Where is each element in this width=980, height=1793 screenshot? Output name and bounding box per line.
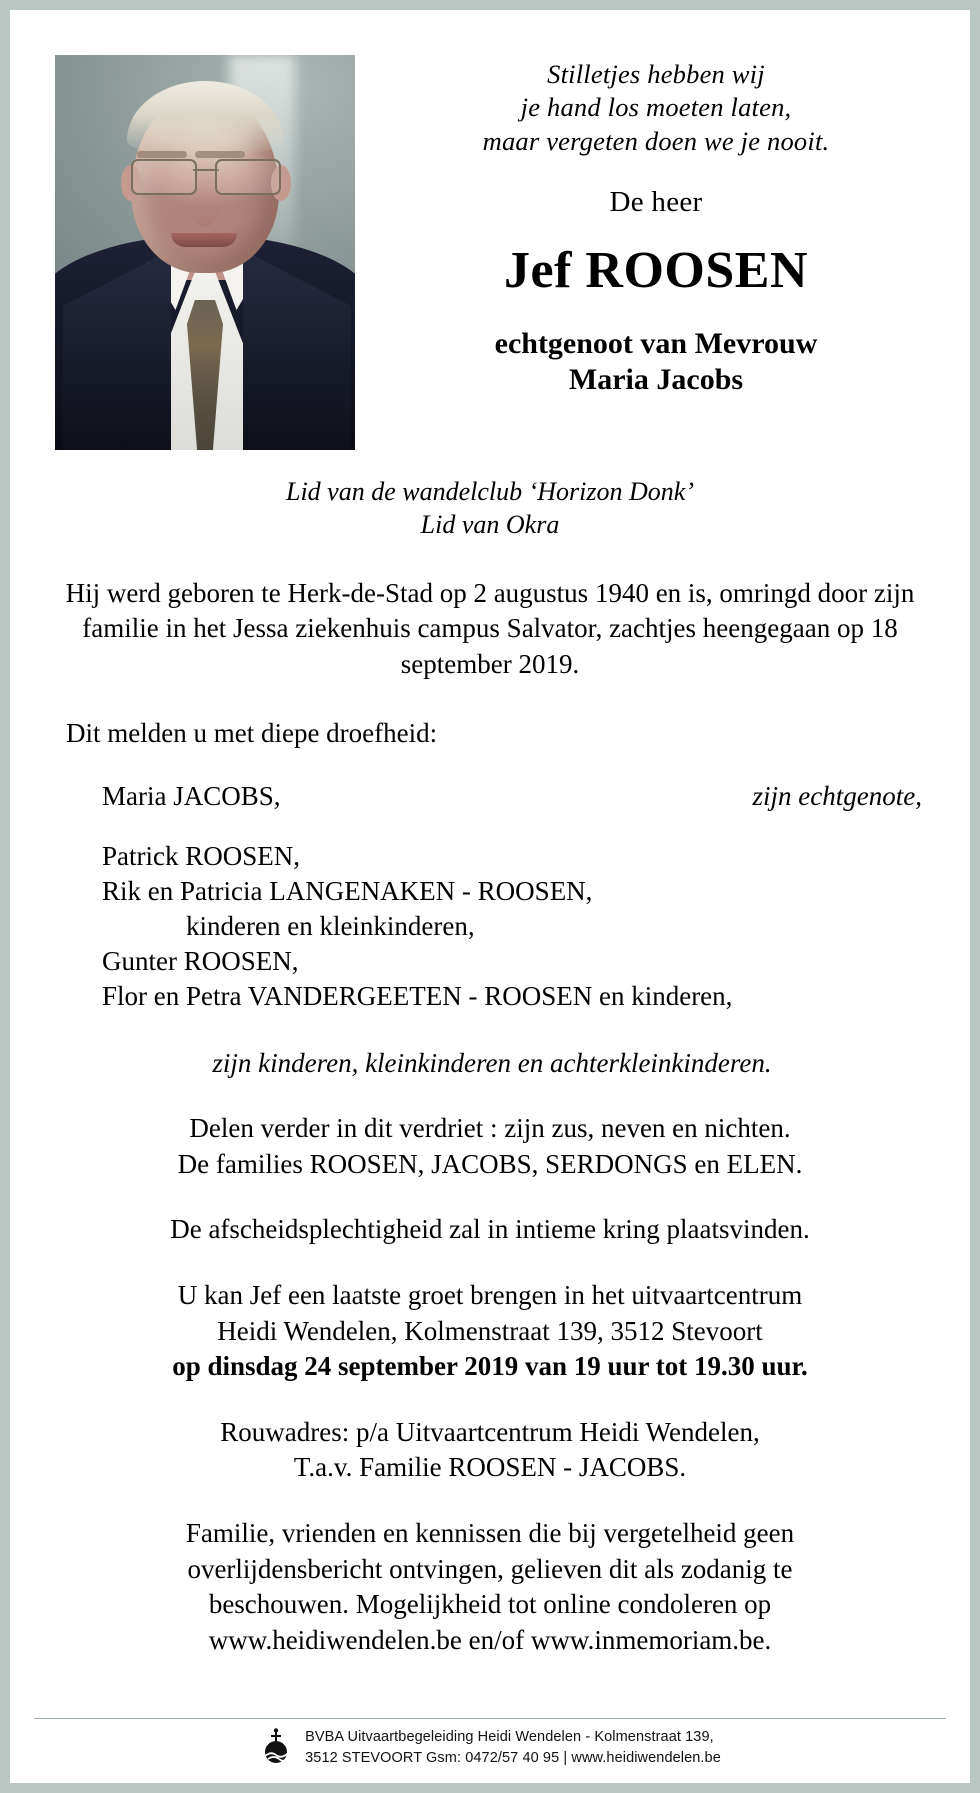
salutation: De heer	[609, 186, 703, 219]
family-line: kinderen en kleinkinderen,	[186, 910, 475, 941]
photo-nose	[191, 189, 219, 227]
family-summary: zijn kinderen, kleinkinderen en achterkleinkinderen.	[212, 1047, 772, 1078]
life-paragraph: Hij werd geboren te Herk-de-Stad op 2 augustus 1940 en is, omringd door zijn familie in het Jessa ziekenhuis campus Salvator, zachtjes heengegaan op 18 september 2019.	[65, 577, 915, 679]
family-spacer	[102, 815, 922, 839]
visitation-paragraph	[50, 1278, 930, 1385]
visitation-time: op dinsdag 24 september 2019 van 19 uur tot 19.30 uur.	[172, 1351, 808, 1382]
memberships-block	[10, 475, 970, 542]
footer-divider	[34, 1718, 946, 1719]
visitation-line-2: Heidi Wendelen, Kolmenstraat 139, 3512 Stevoort	[217, 1315, 763, 1346]
memorial-verse	[380, 58, 932, 158]
photo-eyebrow-left	[137, 151, 187, 158]
footer-text	[305, 1727, 721, 1769]
verse-line-2: je hand los moeten laten,	[520, 92, 792, 123]
family-list	[50, 779, 930, 1081]
family-spouse-name: Maria JACOBS,	[102, 781, 281, 812]
funeral-home-logo-icon	[259, 1728, 293, 1768]
condolences-line-2: De families ROOSEN, JACOBS, SERDONGS en ELEN.	[177, 1148, 803, 1179]
closing-paragraph	[50, 1516, 930, 1659]
mourning-address-line-2: T.a.v. Familie ROOSEN - JACOBS.	[293, 1452, 687, 1483]
footer-line-2: 3512 STEVOORT Gsm: 0472/57 40 95 | www.heidiwendelen.be	[305, 1749, 721, 1766]
ceremony-paragraph: De afscheidsplechtigheid zal in intieme kring plaatsvinden.	[170, 1214, 810, 1245]
verse-line-3: maar vergeten doen we je nooit.	[482, 125, 830, 156]
membership-line-2: Lid van Okra	[420, 510, 560, 540]
mourning-address-paragraph	[50, 1415, 930, 1486]
spouse-of	[380, 326, 932, 398]
closing-line-4: www.heidiwendelen.be en/of www.inmemoriam.be.	[208, 1624, 772, 1655]
announcement-text: Dit melden u met diepe droefheid:	[66, 718, 438, 749]
eyeglass-lens-right	[215, 159, 281, 195]
closing-line-3: beschouwen. Mogelijkheid tot online condoleren op	[208, 1589, 772, 1620]
visitation-line-1: U kan Jef een laatste groet brengen in het uitvaartcentrum	[177, 1279, 803, 1310]
family-line: Gunter ROOSEN,	[102, 945, 299, 976]
funeral-home-footer	[34, 1718, 946, 1769]
memorial-card	[10, 10, 970, 1783]
family-spouse-role: zijn echtgenote,	[752, 781, 922, 812]
card-body	[10, 576, 970, 1659]
footer-line-1: BVBA Uitvaartbegeleiding Heidi Wendelen - Kolmenstraat 139,	[305, 1728, 714, 1745]
verse-line-1: Stilletjes hebben wij	[547, 59, 765, 89]
condolences-line-1: Delen verder in dit verdriet : zijn zus, neven en nichten.	[189, 1113, 791, 1144]
photo-eyebrow-right	[195, 151, 245, 158]
closing-line-1: Familie, vrienden en kennissen die bij vergetelheid geen	[185, 1518, 795, 1549]
mourning-address-line-1: Rouwadres: p/a Uitvaartcentrum Heidi Wendelen,	[220, 1416, 760, 1447]
family-line: Rik en Patricia LANGENAKEN - ROOSEN,	[102, 875, 593, 906]
membership-line-1: Lid van de wandelclub ‘Horizon Donk’	[285, 477, 694, 506]
family-line: Patrick ROOSEN,	[102, 840, 300, 871]
eyeglass-lens-left	[131, 159, 197, 195]
family-line: Flor en Petra VANDERGEETEN - ROOSEN en kinderen,	[102, 980, 733, 1011]
deceased-portrait-photo	[55, 55, 355, 450]
spouse-of-line-2: Maria Jacobs	[568, 363, 744, 397]
footer-content	[34, 1727, 946, 1769]
photo-mouth	[171, 233, 237, 247]
photo-eyeglasses	[131, 159, 281, 193]
heading-block	[380, 58, 932, 398]
condolences-paragraph	[50, 1111, 930, 1182]
card-header	[10, 10, 970, 465]
family-spouse-row	[102, 779, 922, 814]
spouse-of-line-1: echtgenoot van Mevrouw	[494, 327, 818, 361]
closing-line-2: overlijdensbericht ontvingen, gelieven dit als zodanig te	[187, 1553, 793, 1584]
deceased-name: Jef ROOSEN	[504, 242, 808, 300]
